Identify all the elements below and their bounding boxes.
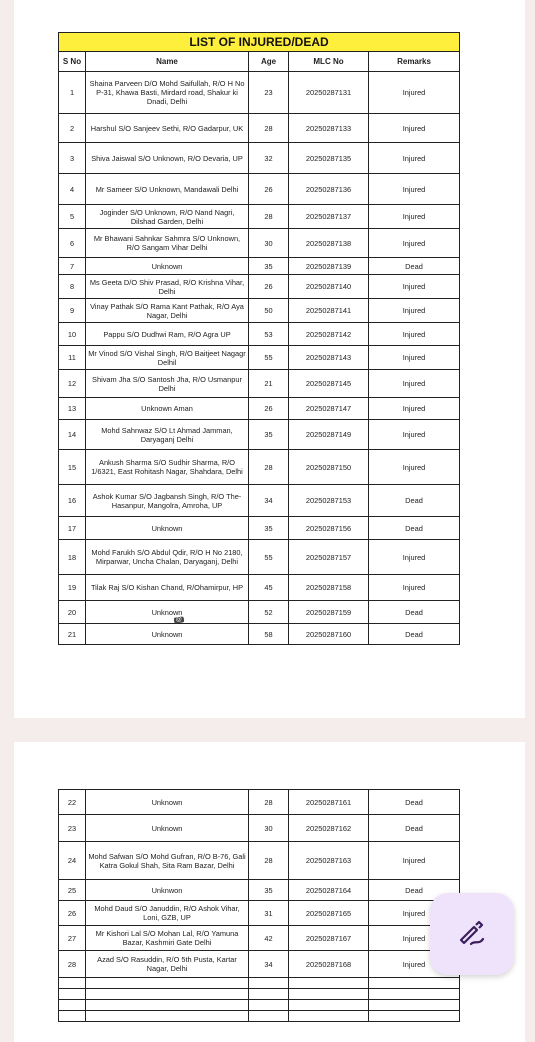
cell-age: 42: [249, 926, 289, 951]
cell-name: Unknown Aman: [86, 398, 249, 420]
cell-remarks: Injured: [369, 205, 460, 229]
cell-remarks: Injured: [369, 143, 460, 174]
cell-sno: 16: [59, 485, 86, 517]
cell-name: Unknown: [86, 815, 249, 842]
cell-mlc-no: 20250287138: [289, 229, 369, 258]
empty-cell: [86, 1011, 249, 1022]
cell-remarks: Dead: [369, 601, 460, 624]
cell-mlc-no: 20250287140: [289, 275, 369, 299]
cell-name: Unknown: [86, 790, 249, 815]
cell-mlc-no: 20250287153: [289, 485, 369, 517]
cell-name: Unknwon: [86, 880, 249, 901]
cell-sno: 11: [59, 346, 86, 370]
empty-cell: [59, 989, 86, 1000]
cell-sno: 17: [59, 517, 86, 540]
table-row: [59, 815, 460, 842]
empty-cell: [249, 989, 289, 1000]
cell-age: 26: [249, 174, 289, 205]
cell-age: 45: [249, 575, 289, 601]
table-row: [59, 143, 460, 174]
cell-name: Mr Sameer S/O Unknown, Mandawali Delhi: [86, 174, 249, 205]
table-row: [59, 450, 460, 485]
cell-age: 58: [249, 624, 289, 645]
cell-mlc-no: 20250287139: [289, 258, 369, 275]
table-row: [59, 420, 460, 450]
cell-sno: 8: [59, 275, 86, 299]
cell-age: 35: [249, 517, 289, 540]
empty-cell: [369, 1000, 460, 1011]
table-row: [59, 790, 460, 815]
cell-mlc-no: 20250287159: [289, 601, 369, 624]
cell-age: 35: [249, 880, 289, 901]
cell-age: 31: [249, 901, 289, 926]
table-row: [59, 229, 460, 258]
cell-mlc-no: 20250287167: [289, 926, 369, 951]
empty-cell: [59, 1011, 86, 1022]
empty-cell: [369, 989, 460, 1000]
table-row: [59, 575, 460, 601]
cell-remarks: Dead: [369, 624, 460, 645]
cell-remarks: Injured: [369, 926, 460, 951]
cell-sno: 23: [59, 815, 86, 842]
cell-name: Mr Bhawani Sahnkar Sahmra S/O Unknown, R/O Sangam Vihar Delhi: [86, 229, 249, 258]
empty-table-row: [59, 1011, 460, 1022]
cell-name: Unknown: [86, 601, 249, 624]
cell-remarks: Injured: [369, 323, 460, 346]
cell-name: Unknown: [86, 517, 249, 540]
cell-name: Vinay Pathak S/O Rama Kant Pathak, R/O Aya Nagar, Delhi: [86, 299, 249, 323]
cell-sno: 15: [59, 450, 86, 485]
cell-mlc-no: 20250287150: [289, 450, 369, 485]
table-row: [59, 842, 460, 880]
table-body: [59, 72, 460, 645]
cell-sno: 10: [59, 323, 86, 346]
cell-mlc-no: 20250287163: [289, 842, 369, 880]
cell-remarks: Injured: [369, 174, 460, 205]
cell-name: Azad S/O Rasuddin, R/O 5th Pusta, Kartar Nagar, Delhi: [86, 951, 249, 978]
empty-cell: [59, 1000, 86, 1011]
header-remarks: Remarks: [369, 52, 460, 72]
cell-age: 30: [249, 815, 289, 842]
cell-age: 28: [249, 842, 289, 880]
injured-dead-table: [58, 32, 460, 645]
cell-name: Shaina Parveen D/O Mohd Saifullah, R/O H No P-31, Khawa Basti, Mirdard road, Shakur ki Dnadi, Delhi: [86, 72, 249, 114]
cell-age: 28: [249, 790, 289, 815]
cell-sno: 27: [59, 926, 86, 951]
edit-fab-button[interactable]: [430, 893, 514, 975]
table-title: LIST OF INJURED/DEAD: [59, 33, 460, 52]
cell-sno: 25: [59, 880, 86, 901]
cell-age: 21: [249, 370, 289, 398]
table-title-row: [59, 33, 460, 52]
cell-mlc-no: 20250287168: [289, 951, 369, 978]
cell-remarks: Injured: [369, 299, 460, 323]
table-row: [59, 323, 460, 346]
table-row: [59, 299, 460, 323]
cell-name: Shiva Jaiswal S/O Unknown, R/O Devaria, UP: [86, 143, 249, 174]
empty-cell: [289, 989, 369, 1000]
header-age: Age: [249, 52, 289, 72]
empty-table-row: [59, 1000, 460, 1011]
cell-name: Mohd Safwan S/O Mohd Gufran, R/O B-76, Gali Katra Gokul Shah, Sita Ram Bazar, Delhi: [86, 842, 249, 880]
cell-sno: 1: [59, 72, 86, 114]
table-row: [59, 901, 460, 926]
cell-sno: 28: [59, 951, 86, 978]
table-row: [59, 114, 460, 143]
cell-age: 35: [249, 258, 289, 275]
cell-mlc-no: 20250287156: [289, 517, 369, 540]
cell-mlc-no: 20250287143: [289, 346, 369, 370]
cell-remarks: Injured: [369, 114, 460, 143]
cell-name: Mohd Sahnwaz S/O Lt Ahmad Jamman, Daryaganj Delhi: [86, 420, 249, 450]
empty-table-row: [59, 989, 460, 1000]
table-row: [59, 258, 460, 275]
cell-age: 28: [249, 205, 289, 229]
cell-mlc-no: 20250287165: [289, 901, 369, 926]
cell-sno: 22: [59, 790, 86, 815]
cell-remarks: Dead: [369, 880, 460, 901]
cell-age: 55: [249, 540, 289, 575]
cell-remarks: Dead: [369, 258, 460, 275]
cell-mlc-no: 20250287147: [289, 398, 369, 420]
empty-cell: [59, 978, 86, 989]
cell-name: Pappu S/O Dudhwi Ram, R/O Agra UP: [86, 323, 249, 346]
empty-cell: [369, 1011, 460, 1022]
table-row: [59, 72, 460, 114]
cell-remarks: Injured: [369, 842, 460, 880]
edit-pen-icon: [457, 917, 487, 952]
cell-mlc-no: 20250287164: [289, 880, 369, 901]
table-row: [59, 624, 460, 645]
cell-age: 28: [249, 450, 289, 485]
cell-name: Harshul S/O Sanjeev Sethi, R/O Gadarpur, UK: [86, 114, 249, 143]
header-sno: S No: [59, 52, 86, 72]
empty-cell: [369, 978, 460, 989]
cell-age: 23: [249, 72, 289, 114]
table-row: [59, 346, 460, 370]
document-page-2: [14, 742, 525, 1042]
cell-sno: 20: [59, 601, 86, 624]
injured-dead-table-continued: [58, 789, 460, 1022]
cell-remarks: Injured: [369, 370, 460, 398]
cell-remarks: Injured: [369, 346, 460, 370]
empty-cell: [249, 1000, 289, 1011]
table-row: [59, 398, 460, 420]
cell-sno: 2: [59, 114, 86, 143]
header-name: Name: [86, 52, 249, 72]
cell-name: Unknown: [86, 258, 249, 275]
cell-sno: 5: [59, 205, 86, 229]
cell-remarks: Injured: [369, 229, 460, 258]
table-row: [59, 517, 460, 540]
cell-sno: 7: [59, 258, 86, 275]
cell-mlc-no: 20250287141: [289, 299, 369, 323]
cell-mlc-no: 20250287160: [289, 624, 369, 645]
header-mlc-no: MLC No: [289, 52, 369, 72]
cell-age: 35: [249, 420, 289, 450]
cell-age: 32: [249, 143, 289, 174]
empty-cell: [249, 1011, 289, 1022]
cell-remarks: Injured: [369, 275, 460, 299]
cell-remarks: Injured: [369, 575, 460, 601]
cell-mlc-no: 20250287137: [289, 205, 369, 229]
cell-remarks: Injured: [369, 450, 460, 485]
cell-sno: 18: [59, 540, 86, 575]
cell-sno: 4: [59, 174, 86, 205]
cell-remarks: Injured: [369, 951, 460, 978]
cell-remarks: Injured: [369, 420, 460, 450]
table-body: [59, 790, 460, 1022]
cell-age: 34: [249, 485, 289, 517]
cell-name: Tilak Raj S/O Kishan Chand, R/Ohamirpur, HP: [86, 575, 249, 601]
cell-age: 26: [249, 398, 289, 420]
cell-age: 34: [249, 951, 289, 978]
cell-name: Ashok Kumar S/O Jagbansh Singh, R/O The-Hasanpur, Mangolra, Amroha, UP: [86, 485, 249, 517]
cell-age: 28: [249, 114, 289, 143]
cell-mlc-no: 20250287136: [289, 174, 369, 205]
cell-name: Joginder S/O Unknown, R/O Nand Nagri, Dilshad Garden, Delhi: [86, 205, 249, 229]
table-row: [59, 174, 460, 205]
empty-cell: [86, 1000, 249, 1011]
table-header-row: [59, 52, 460, 72]
table-row: [59, 926, 460, 951]
empty-cell: [86, 989, 249, 1000]
table-row: [59, 601, 460, 624]
table-row: [59, 370, 460, 398]
cell-mlc-no: 20250287162: [289, 815, 369, 842]
cell-remarks: Injured: [369, 72, 460, 114]
cell-mlc-no: 20250287131: [289, 72, 369, 114]
cell-sno: 19: [59, 575, 86, 601]
cell-remarks: Dead: [369, 485, 460, 517]
cell-name: Mr Vinod S/O Vishal Singh, R/O Baitjeet Nagagr Delhil: [86, 346, 249, 370]
table-row: [59, 540, 460, 575]
cell-remarks: Injured: [369, 398, 460, 420]
cell-sno: 13: [59, 398, 86, 420]
cell-mlc-no: 20250287135: [289, 143, 369, 174]
cell-age: 30: [249, 229, 289, 258]
cell-mlc-no: 20250287161: [289, 790, 369, 815]
table-row: [59, 880, 460, 901]
cell-mlc-no: 20250287145: [289, 370, 369, 398]
cell-sno: 14: [59, 420, 86, 450]
cell-age: 53: [249, 323, 289, 346]
cell-sno: 26: [59, 901, 86, 926]
cell-age: 26: [249, 275, 289, 299]
cell-mlc-no: 20250287158: [289, 575, 369, 601]
cell-name: Unknown: [86, 624, 249, 645]
cell-sno: 24: [59, 842, 86, 880]
cell-age: 50: [249, 299, 289, 323]
table-row: [59, 275, 460, 299]
cell-remarks: Dead: [369, 790, 460, 815]
empty-cell: [289, 1011, 369, 1022]
table-row: [59, 951, 460, 978]
cell-sno: 9: [59, 299, 86, 323]
cell-sno: 12: [59, 370, 86, 398]
document-page-1: [14, 0, 525, 718]
cell-age: 55: [249, 346, 289, 370]
cell-remarks: Dead: [369, 517, 460, 540]
cell-name: Shivam Jha S/O Santosh Jha, R/O Usmanpur Delhi: [86, 370, 249, 398]
empty-cell: [289, 978, 369, 989]
empty-table-row: [59, 978, 460, 989]
cell-remarks: Injured: [369, 540, 460, 575]
cell-mlc-no: 20250287142: [289, 323, 369, 346]
cell-sno: 21: [59, 624, 86, 645]
cell-remarks: Injured: [369, 901, 460, 926]
cell-sno: 3: [59, 143, 86, 174]
empty-cell: [86, 978, 249, 989]
cell-mlc-no: 20250287133: [289, 114, 369, 143]
cell-name: Mohd Farukh S/O Abdul Qdir, R/O H No 2180, Mirparwar, Uncha Chalan, Daryaganj, Delhi: [86, 540, 249, 575]
cell-mlc-no: 20250287157: [289, 540, 369, 575]
table-row: [59, 205, 460, 229]
table-row: [59, 485, 460, 517]
cell-age: 52: [249, 601, 289, 624]
cell-name: Ankush Sharma S/O Sudhir Sharma, R/O 1/6321, East Rohitash Nagar, Shahdara, Delhi: [86, 450, 249, 485]
cell-mlc-no: 20250287149: [289, 420, 369, 450]
empty-cell: [249, 978, 289, 989]
cell-name: Mohd Daud S/O Januddin, R/O Ashok Vihar, Loni, GZB, UP: [86, 901, 249, 926]
cell-sno: 6: [59, 229, 86, 258]
cell-name: Ms Geeta D/O Shiv Prasad, R/O Krishna Vihar, Delhi: [86, 275, 249, 299]
watermark-stamp: @: [175, 616, 183, 624]
cell-remarks: Dead: [369, 815, 460, 842]
cell-name: Mr Kishori Lal S/O Mohan Lal, R/O Yamuna Bazar, Kashmiri Gate Delhi: [86, 926, 249, 951]
empty-cell: [289, 1000, 369, 1011]
